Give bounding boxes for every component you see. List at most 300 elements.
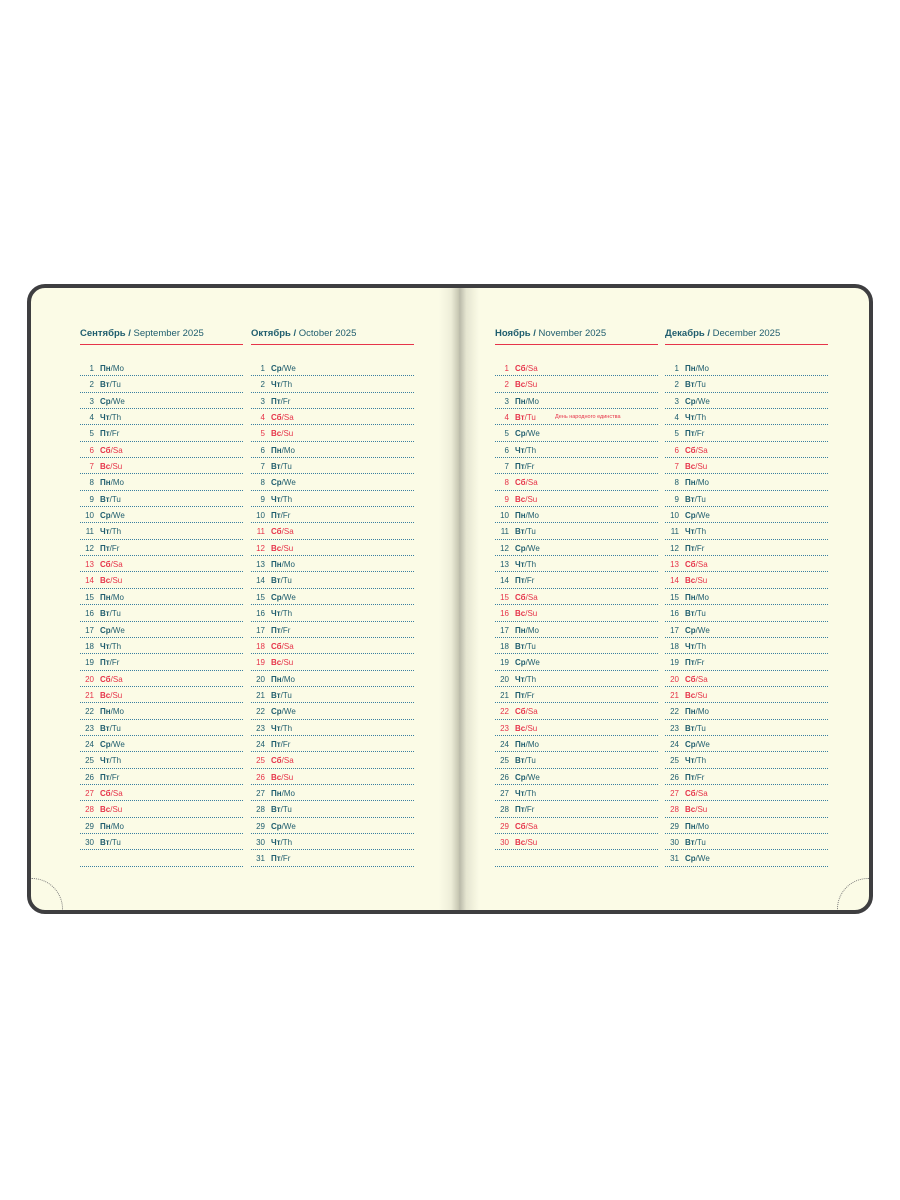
day-number: 18	[670, 641, 679, 651]
weekday-label: Вт/Tu	[271, 690, 292, 700]
weekday-label: Чт/Th	[271, 723, 293, 733]
weekday-en: Su	[527, 837, 538, 847]
day-number: 9	[504, 494, 509, 504]
weekday-ru: Пн	[100, 364, 111, 373]
weekday-ru: Ср	[271, 592, 282, 602]
day-row	[80, 703, 243, 719]
day-row	[80, 572, 243, 588]
day-number: 12	[85, 543, 94, 553]
weekday-ru: Чт	[100, 641, 110, 651]
day-row	[80, 736, 243, 752]
weekday-ru: Чт	[685, 641, 695, 651]
weekday-en: Sa	[697, 560, 708, 570]
day-row	[80, 360, 243, 376]
month-title-en: September 2025	[133, 328, 204, 339]
weekday-ru: Сб	[515, 707, 526, 717]
day-row	[80, 850, 243, 866]
weekday-label: Чт/Th	[100, 413, 122, 423]
day-row	[251, 474, 414, 490]
weekday-ru: Вс	[100, 462, 111, 472]
day-number: 11	[500, 527, 509, 537]
weekday-label: Ср/We	[271, 707, 296, 717]
weekday-label: Вт/Tu	[515, 641, 536, 651]
day-number: 15	[500, 592, 509, 602]
day-number: 17	[500, 625, 509, 635]
weekday-ru: Ср	[100, 511, 111, 521]
weekday-label: Вт/Tu	[515, 527, 536, 537]
weekday-ru: Вт	[100, 380, 110, 390]
day-number: 22	[256, 707, 265, 717]
day-row	[495, 605, 658, 621]
weekday-ru: Сб	[685, 560, 696, 570]
weekday-en: Mo	[283, 674, 295, 684]
weekday-en: Tu	[111, 723, 121, 733]
weekday-ru: Вс	[685, 805, 696, 815]
weekday-en: Fr	[111, 429, 120, 439]
weekday-ru: Ср	[685, 511, 696, 521]
day-number: 14	[500, 576, 509, 586]
day-number: 10	[85, 511, 94, 521]
weekday-ru: Вс	[271, 658, 282, 668]
day-row	[80, 785, 243, 801]
weekday-en: Sa	[283, 413, 294, 423]
weekday-en: Fr	[526, 805, 535, 815]
weekday-label: Пн/Mo	[685, 821, 709, 831]
weekday-label: Вс/Su	[685, 805, 708, 815]
weekday-en: Mo	[283, 788, 295, 798]
day-row	[80, 769, 243, 785]
day-number: 22	[85, 707, 94, 717]
weekday-ru: Чт	[515, 674, 525, 684]
weekday-en: Tu	[111, 609, 121, 619]
weekday-label: Сб/Sa	[515, 364, 538, 373]
weekday-label: Пт/Fr	[271, 739, 291, 749]
day-row	[495, 393, 658, 409]
weekday-label: Ср/We	[271, 592, 296, 602]
weekday-en: Tu	[111, 837, 121, 847]
day-number: 9	[260, 494, 265, 504]
day-number: 2	[89, 380, 94, 390]
day-number: 5	[260, 429, 265, 439]
weekday-en: Mo	[697, 364, 709, 373]
weekday-label: Пт/Fr	[100, 772, 120, 782]
day-row	[80, 442, 243, 458]
day-row	[495, 654, 658, 670]
weekday-en: Fr	[282, 739, 291, 749]
weekday-en: Su	[283, 658, 294, 668]
day-number: 1	[504, 364, 509, 373]
day-number: 12	[670, 543, 679, 553]
weekday-label: Ср/We	[685, 396, 710, 406]
day-number: 4	[674, 413, 679, 423]
day-number: 15	[256, 592, 265, 602]
day-number: 28	[256, 805, 265, 815]
weekday-ru: Ср	[271, 707, 282, 717]
day-row	[251, 507, 414, 523]
day-row	[251, 703, 414, 719]
day-number: 3	[674, 396, 679, 406]
weekday-en: Sa	[283, 756, 294, 766]
day-row	[80, 818, 243, 834]
weekday-en: Th	[526, 445, 537, 455]
day-number: 20	[85, 674, 94, 684]
day-number: 16	[85, 609, 94, 619]
day-row	[665, 458, 828, 474]
day-number: 7	[674, 462, 679, 472]
weekday-label: Ср/We	[100, 511, 125, 521]
weekday-label: Пн/Mo	[271, 445, 295, 455]
weekday-label: Сб/Sa	[515, 478, 538, 488]
day-number: 11	[85, 527, 94, 537]
day-row	[251, 376, 414, 392]
weekday-ru: Вс	[100, 576, 111, 586]
weekday-ru: Вс	[100, 690, 111, 700]
day-number: 25	[500, 756, 509, 766]
weekday-label: Пн/Mo	[100, 592, 124, 602]
day-number: 10	[670, 511, 679, 521]
weekday-ru: Вс	[271, 429, 282, 439]
weekday-label: Ср/We	[100, 739, 125, 749]
weekday-ru: Вс	[271, 543, 282, 553]
weekday-en: We	[283, 364, 296, 373]
weekday-label: Пт/Fr	[515, 805, 535, 815]
weekday-en: We	[697, 511, 710, 521]
weekday-en: We	[527, 772, 540, 782]
day-row	[665, 834, 828, 850]
day-number: 27	[500, 788, 509, 798]
weekday-en: Tu	[696, 380, 706, 390]
holiday-note: День народного единства	[555, 414, 621, 421]
day-row	[665, 523, 828, 539]
month-title-en: October 2025	[298, 328, 357, 339]
weekday-label: Вс/Su	[100, 805, 123, 815]
day-row	[80, 393, 243, 409]
day-number: 15	[670, 592, 679, 602]
weekday-ru: Вс	[271, 772, 282, 782]
day-row	[80, 605, 243, 621]
day-number: 30	[500, 837, 509, 847]
day-row	[665, 425, 828, 441]
day-row	[495, 540, 658, 556]
day-row	[495, 703, 658, 719]
weekday-label: Вт/Tu	[100, 723, 121, 733]
day-row	[495, 523, 658, 539]
weekday-label: Вт/Tu	[271, 576, 292, 586]
weekday-ru: Пт	[515, 576, 525, 586]
day-number: 5	[674, 429, 679, 439]
day-number: 25	[256, 756, 265, 766]
day-row	[665, 507, 828, 523]
weekday-en: Tu	[282, 805, 292, 815]
weekday-ru: Сб	[271, 527, 282, 537]
weekday-ru: Чт	[515, 560, 525, 570]
weekday-label: Чт/Th	[685, 527, 707, 537]
day-list	[495, 360, 658, 867]
weekday-en: Sa	[112, 788, 123, 798]
weekday-label: Чт/Th	[515, 560, 537, 570]
day-row	[251, 540, 414, 556]
weekday-en: Mo	[112, 478, 124, 488]
day-row	[495, 491, 658, 507]
weekday-ru: Вт	[100, 723, 110, 733]
weekday-en: Su	[283, 429, 294, 439]
month-title-ru: Сентябрь	[80, 328, 126, 339]
weekday-label: Сб/Sa	[685, 445, 708, 455]
weekday-en: Fr	[696, 543, 705, 553]
weekday-en: Tu	[696, 723, 706, 733]
weekday-label: Вт/Tu	[685, 494, 706, 504]
day-number: 21	[500, 690, 509, 700]
weekday-en: Su	[527, 380, 538, 390]
day-row	[251, 491, 414, 507]
weekday-ru: Сб	[100, 674, 111, 684]
weekday-label: Пн/Mo	[100, 707, 124, 717]
weekday-label: Ср/We	[515, 543, 540, 553]
weekday-label: Вс/Su	[515, 609, 538, 619]
weekday-label: Пн/Mo	[100, 821, 124, 831]
day-row	[665, 818, 828, 834]
weekday-en: We	[527, 543, 540, 553]
weekday-en: Mo	[112, 364, 124, 373]
day-row	[665, 360, 828, 376]
weekday-en: We	[527, 429, 540, 439]
weekday-en: Fr	[282, 396, 291, 406]
weekday-en: Mo	[527, 739, 539, 749]
month-title-rule	[665, 344, 828, 345]
corner-perforation	[837, 878, 873, 914]
weekday-en: Mo	[527, 396, 539, 406]
weekday-label: Ср/We	[515, 658, 540, 668]
weekday-label: Вс/Su	[271, 543, 294, 553]
weekday-label: Пт/Fr	[271, 511, 291, 521]
weekday-en: Mo	[697, 821, 709, 831]
day-row	[665, 850, 828, 866]
day-number: 24	[670, 739, 679, 749]
day-list	[80, 360, 243, 867]
weekday-ru: Вт	[685, 380, 695, 390]
weekday-en: Th	[526, 674, 537, 684]
weekday-ru: Пт	[100, 772, 110, 782]
day-number: 30	[85, 837, 94, 847]
weekday-en: Fr	[111, 772, 120, 782]
weekday-en: Th	[282, 723, 293, 733]
weekday-label: Сб/Sa	[271, 641, 294, 651]
day-row	[665, 556, 828, 572]
weekday-en: Sa	[697, 788, 708, 798]
weekday-label: Сб/Sa	[685, 788, 708, 798]
day-number: 19	[256, 658, 265, 668]
weekday-en: Sa	[527, 364, 538, 373]
day-row	[665, 605, 828, 621]
day-row	[251, 523, 414, 539]
weekday-ru: Пн	[100, 592, 111, 602]
weekday-label: Ср/We	[271, 364, 296, 373]
day-row	[495, 818, 658, 834]
weekday-en: Tu	[111, 494, 121, 504]
day-row	[251, 818, 414, 834]
weekday-label: Пт/Fr	[271, 854, 291, 864]
day-number: 21	[256, 690, 265, 700]
weekday-ru: Чт	[685, 413, 695, 423]
day-number: 5	[89, 429, 94, 439]
weekday-label: Пт/Fr	[515, 576, 535, 586]
weekday-label: Чт/Th	[685, 641, 707, 651]
day-number: 19	[500, 658, 509, 668]
day-row	[495, 850, 658, 866]
day-number: 27	[256, 788, 265, 798]
weekday-label: Пт/Fr	[100, 658, 120, 668]
month-title: Декабрь / December 2025	[665, 328, 781, 339]
weekday-en: Sa	[112, 445, 123, 455]
weekday-en: Tu	[282, 576, 292, 586]
weekday-label: Чт/Th	[100, 756, 122, 766]
day-row	[80, 376, 243, 392]
day-number: 9	[89, 494, 94, 504]
day-row	[665, 671, 828, 687]
weekday-en: Tu	[696, 494, 706, 504]
day-number: 17	[85, 625, 94, 635]
weekday-ru: Ср	[271, 364, 282, 373]
day-number: 2	[504, 380, 509, 390]
day-number: 14	[670, 576, 679, 586]
weekday-label: Вт/Tu	[515, 756, 536, 766]
day-number: 31	[670, 854, 679, 864]
weekday-label: Пн/Mo	[685, 592, 709, 602]
weekday-ru: Пн	[100, 821, 111, 831]
day-number: 25	[85, 756, 94, 766]
day-number: 29	[85, 821, 94, 831]
day-number: 28	[500, 805, 509, 815]
weekday-label: Пн/Mo	[515, 625, 539, 635]
day-number: 7	[260, 462, 265, 472]
weekday-en: Sa	[112, 560, 123, 570]
weekday-label: Пн/Mo	[685, 707, 709, 717]
weekday-ru: Пт	[271, 511, 281, 521]
day-row	[665, 720, 828, 736]
day-row	[665, 801, 828, 817]
day-row	[80, 540, 243, 556]
day-number: 29	[500, 821, 509, 831]
day-row	[251, 458, 414, 474]
day-number: 29	[256, 821, 265, 831]
day-number: 15	[85, 592, 94, 602]
day-row	[495, 785, 658, 801]
day-number: 26	[670, 772, 679, 782]
weekday-en: Sa	[283, 527, 294, 537]
weekday-label: Сб/Sa	[100, 445, 123, 455]
day-number: 24	[256, 739, 265, 749]
day-number: 30	[256, 837, 265, 847]
weekday-ru: Вт	[515, 641, 525, 651]
day-number: 4	[504, 413, 509, 423]
weekday-ru: Ср	[100, 739, 111, 749]
month-title-rule	[80, 344, 243, 345]
day-number: 8	[674, 478, 679, 488]
weekday-en: Su	[527, 494, 538, 504]
weekday-label: Сб/Sa	[100, 674, 123, 684]
weekday-ru: Вс	[515, 723, 526, 733]
day-number: 13	[85, 560, 94, 570]
weekday-ru: Пт	[271, 739, 281, 749]
day-row	[251, 785, 414, 801]
day-row	[251, 834, 414, 850]
day-number: 6	[674, 445, 679, 455]
weekday-ru: Вт	[685, 609, 695, 619]
weekday-en: Mo	[112, 821, 124, 831]
weekday-ru: Вс	[515, 837, 526, 847]
day-row	[251, 736, 414, 752]
weekday-ru: Пн	[515, 511, 526, 521]
day-number: 6	[504, 445, 509, 455]
weekday-label: Вс/Su	[685, 690, 708, 700]
weekday-en: Th	[696, 641, 707, 651]
day-row	[495, 638, 658, 654]
day-number: 11	[670, 527, 679, 537]
weekday-ru: Чт	[271, 837, 281, 847]
weekday-ru: Вт	[100, 837, 110, 847]
weekday-label: Пн/Mo	[271, 788, 295, 798]
day-row	[665, 785, 828, 801]
weekday-en: Fr	[526, 576, 535, 586]
month-title-rule	[495, 344, 658, 345]
day-row	[251, 638, 414, 654]
day-row	[80, 687, 243, 703]
weekday-en: Th	[696, 527, 707, 537]
weekday-en: Tu	[696, 609, 706, 619]
day-row	[80, 425, 243, 441]
day-number: 26	[500, 772, 509, 782]
day-number: 16	[256, 609, 265, 619]
weekday-ru: Сб	[100, 445, 111, 455]
day-row	[80, 556, 243, 572]
day-row	[665, 442, 828, 458]
day-number: 16	[670, 609, 679, 619]
weekday-ru: Пн	[515, 396, 526, 406]
day-number: 12	[500, 543, 509, 553]
day-list	[665, 360, 828, 867]
day-row	[495, 752, 658, 768]
weekday-en: Th	[696, 756, 707, 766]
weekday-en: Th	[111, 527, 122, 537]
weekday-en: Mo	[697, 592, 709, 602]
day-row	[665, 572, 828, 588]
weekday-label: Вс/Su	[515, 494, 538, 504]
weekday-en: We	[112, 625, 125, 635]
weekday-ru: Чт	[271, 609, 281, 619]
weekday-ru: Пт	[515, 690, 525, 700]
weekday-en: Fr	[696, 772, 705, 782]
day-number: 14	[85, 576, 94, 586]
day-number: 23	[670, 723, 679, 733]
weekday-en: Su	[112, 805, 123, 815]
weekday-ru: Вт	[271, 805, 281, 815]
weekday-ru: Пт	[271, 854, 281, 864]
weekday-label: Пн/Mo	[271, 674, 295, 684]
right-page	[451, 288, 869, 910]
weekday-en: We	[283, 592, 296, 602]
day-number: 27	[85, 788, 94, 798]
day-number: 9	[674, 494, 679, 504]
day-row	[251, 605, 414, 621]
day-row	[80, 622, 243, 638]
day-number: 10	[256, 511, 265, 521]
weekday-ru: Вт	[685, 723, 695, 733]
weekday-label: Вт/Tu	[100, 837, 121, 847]
day-row	[495, 442, 658, 458]
weekday-ru: Пт	[271, 396, 281, 406]
month-title-ru: Октябрь	[251, 328, 291, 339]
weekday-ru: Ср	[515, 543, 526, 553]
